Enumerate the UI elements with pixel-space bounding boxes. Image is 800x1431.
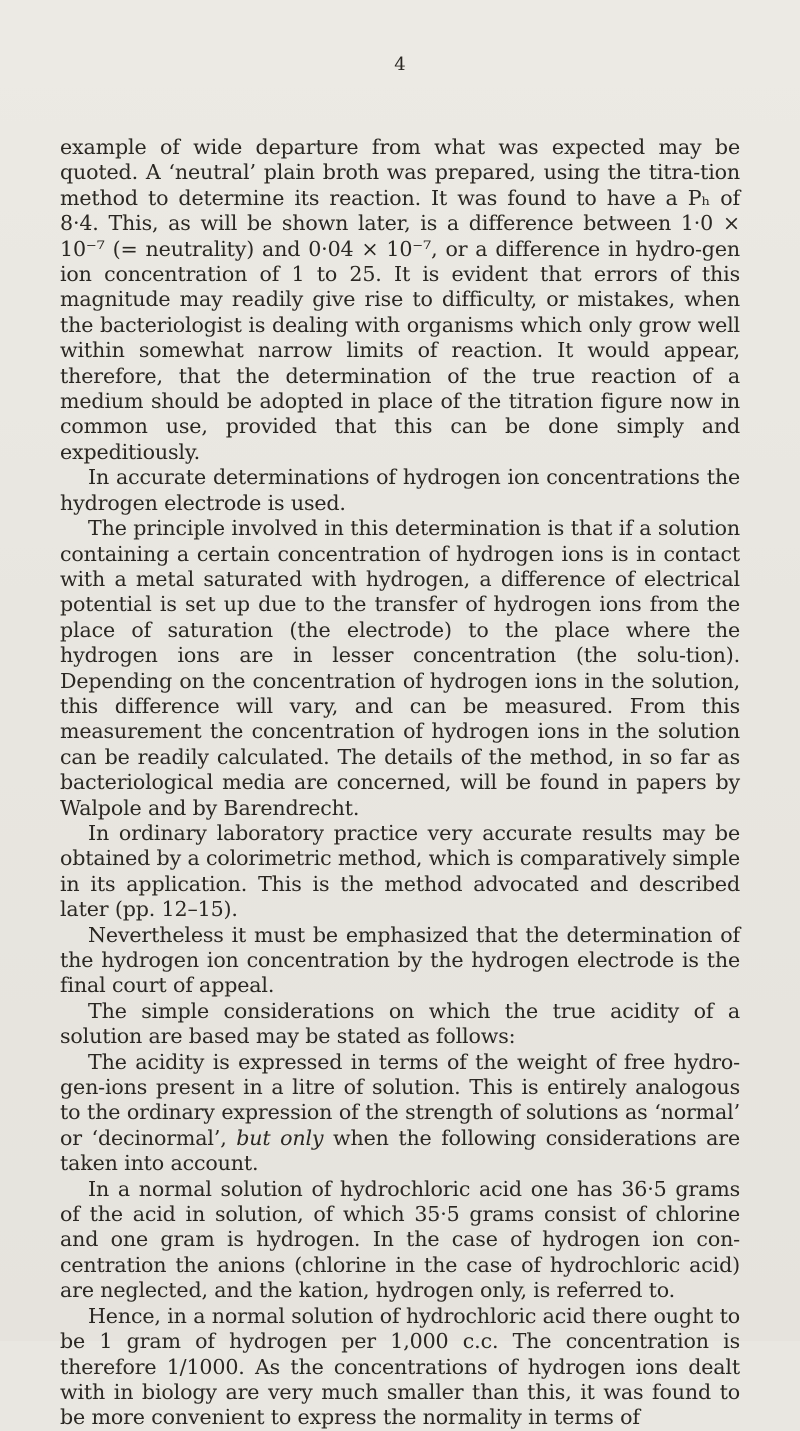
paragraph-colorimetric-method: In ordinary laboratory practice very accurate results may be obtained by a colorimetric method, which is comparatively simple in its application. This is the method advocated and described later (pp. 12–15).	[60, 820, 740, 922]
paragraph-considerations: The simple considerations on which the true acidity of a solution are based may be stated as follows:	[60, 998, 740, 1049]
paragraph-acidity-expression	[60, 1050, 740, 1177]
paragraph-principle: The principle involved in this determination is that if a solution containing a certain concentration of hydrogen ions is in contact with a metal saturated with hydrogen, a difference of electrical potential is set up due to the transfer of hydrogen ions from the place of saturation (the electrode) to the place where the hydrogen ions are in lesser concentration (the solu-tion). Depending on the concentration of hydrogen ions in the solution, this difference will vary, and can be measured. From this measurement the concentration of hydrogen ions in the solution can be readily calculated. The details of the method, in so far as bacteriological media are concerned, will be found in papers by Walpole and by Barendrecht.	[60, 516, 740, 820]
paragraph-final-court: Nevertheless it must be emphasized that the determination of the hydrogen ion concentration by the hydrogen electrode is the final court of appeal.	[60, 922, 740, 998]
page-number: 4	[394, 54, 406, 75]
acidity-emphasis: but only	[236, 1125, 324, 1150]
paragraph-hydrogen-electrode: In accurate determinations of hydrogen ion concentrations the hydrogen electrode is used.	[60, 465, 740, 515]
paragraph-normal-solution: In a normal solution of hydrochloric acid one has 36·5 grams of the acid in solution, of which 35·5 grams consist of chlorine and one gram is hydrogen. In the case of hydrogen ion con-centration the anions (chlorine in the case of hydrochloric acid) are neglected, and the kation, hydrogen only, is referred to.	[60, 1176, 740, 1303]
acidity-text-after: when the following considerations are taken into account.	[60, 1125, 740, 1176]
body-text	[60, 135, 740, 1431]
paragraph-hence: Hence, in a normal solution of hydrochloric acid there ought to be 1 gram of hydrogen per 1,000 c.c. The concentration is therefore 1/1000. As the concentrations of hydrogen ions dealt with in biology are very much smaller than this, it was found to be more convenient to express the normality in terms of	[60, 1303, 740, 1430]
paragraph-broth-example: example of wide departure from what was expected may be quoted. A ‘neutral’ plain broth was prepared, using the titra-tion method to determine its reaction. It was found to have a Pₕ of 8·4. This, as will be shown later, is a difference between 1·0 × 10⁻⁷ (= neutrality) and 0·04 × 10⁻⁷, or a difference in hydro-gen ion concentration of 1 to 25. It is evident that errors of this magnitude may readily give rise to difficulty, or mistakes, when the bacteriologist is dealing with organisms which only grow well within somewhat narrow limits of reaction. It would appear, therefore, that the determination of the true reaction of a medium should be adopted in place of the titration figure now in common use, provided that this can be done simply and expeditiously.	[60, 135, 740, 464]
acidity-text-before: The acidity is expressed in terms of the weight of free hydro-gen-ions present in a litre of solution. This is entirely analogous to the ordinary expression of the strength of solutions as ‘normal’ or ‘decinormal’,	[60, 1049, 740, 1150]
